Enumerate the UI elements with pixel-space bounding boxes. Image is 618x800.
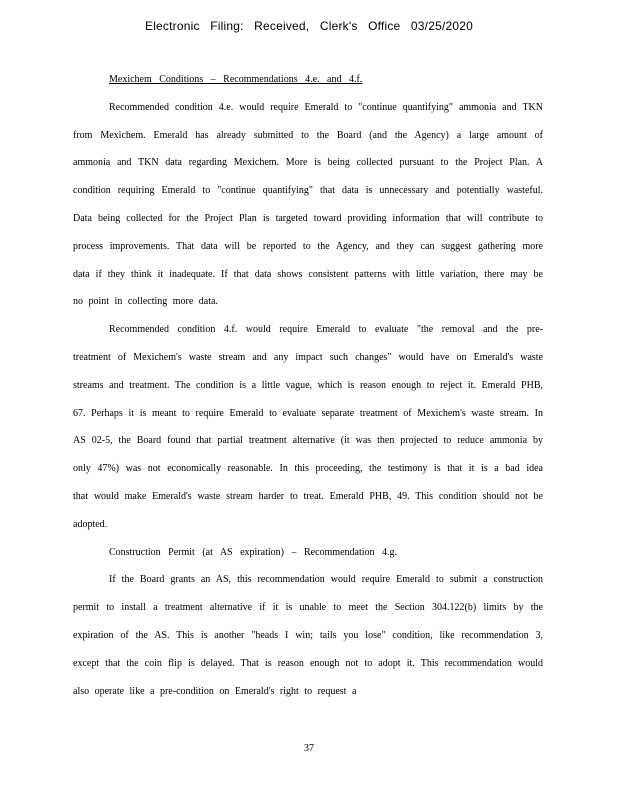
section-heading-construction-permit: Construction Permit (at AS expiration) – Recommendation 4.g. [109, 546, 398, 558]
section-heading-mexichem [73, 66, 543, 94]
paragraph-condition-4e: Recommended condition 4.e. would require Emerald to "continue quantifying" ammonia and TKN from Mexichem. Emerald has already submitted to the Board (and the Agency) a large amount of ammonia and TKN data regarding Mexichem. More is being collected pursuant to the Project Plan. A condition requiring Emerald to "continue quantifying" that data is unnecessary and potentially wasteful. Data being collected for the Project Plan is targeted toward providing information that will contribute to process improvements. That data will be reported to the Agency, and they can suggest gathering more data if they think it inadequate. If that data shows consistent patterns with little variation, there may be no point in collecting more data. [73, 101, 543, 308]
document-body [73, 66, 543, 705]
paragraph-condition-4f: Recommended condition 4.f. would require Emerald to evaluate "the removal and the pre-treatment of Mexichem's waste stream and any impact such changes" would have on Emerald's waste streams and treatment. The condition is a little vague, which is reason enough to reject it. Emerald PHB, 67. Perhaps it is meant to require Emerald to evaluate separate treatment of Mexichem's waste stream. In AS 02-5, the Board found that partial treatment alternative (it was then projected to reduce ammonia by only 47%) was not economically reasonable. In this proceeding, the testimony is that it is a bad idea that would make Emerald's waste stream harder to treat. Emerald PHB, 49. This condition should not be adopted. [73, 324, 543, 530]
filing-header: Electronic Filing: Received, Clerk's Office 03/25/2020 [144, 19, 473, 33]
paragraph-recommendation-4g: If the Board grants an AS, this recommendation would require Emerald to submit a construction permit to install a treatment alternative if it is unable to meet the Section 304.122(b) limits by the expiration of the AS. This is another "heads I win; tails you lose" condition, like recommendation 3, except that the coin flip is delayed. That is reason enough not to adopt it. This recommendation would also operate like a pre-condition on Emerald's right to request a [73, 574, 543, 697]
section-heading-mexichem-text: Mexichem Conditions – Recommendations 4.e. and 4.f. [109, 74, 363, 85]
page-number: 37 [304, 743, 314, 754]
